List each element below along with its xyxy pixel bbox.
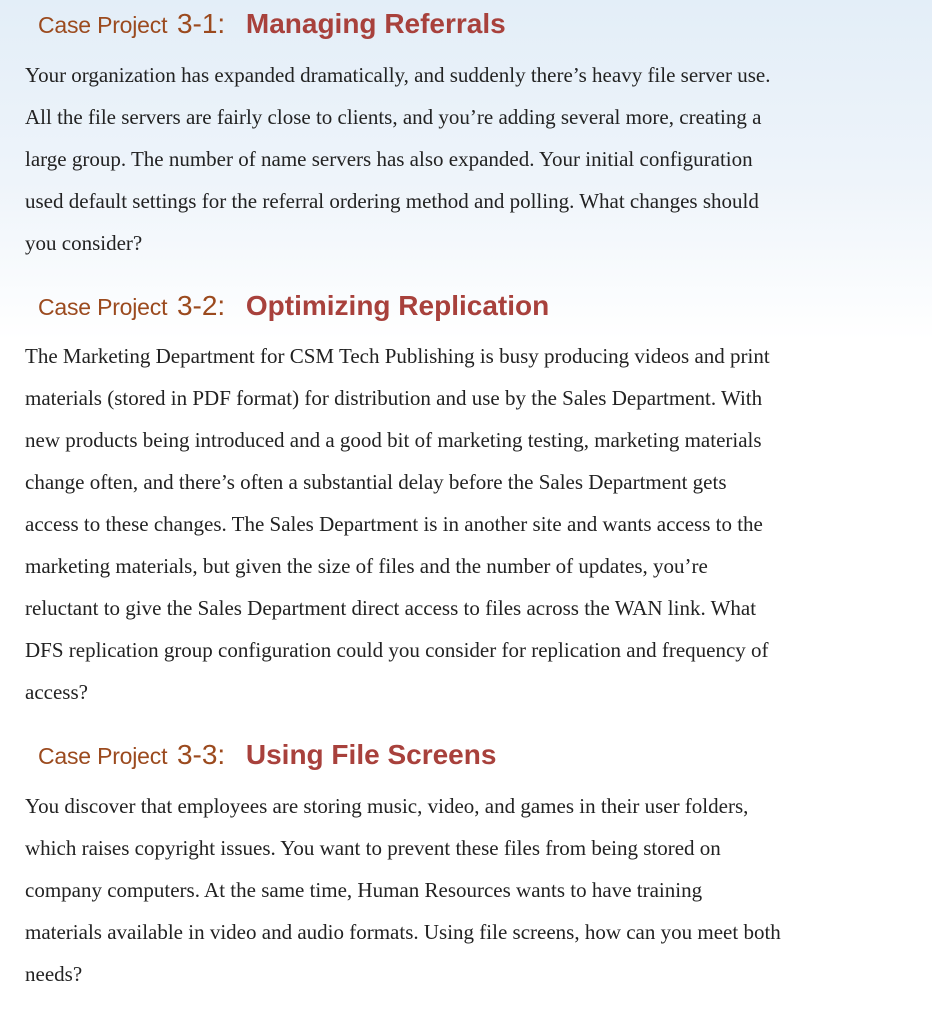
heading-title: Using File Screens [245, 739, 497, 770]
body-line: new products being introduced and a good bit of marketing testing, marketing materials [25, 428, 762, 452]
body-line: reluctant to give the Sales Department direct access to files across the WAN link. What [25, 596, 757, 620]
body-line: change often, and there’s often a substantial delay before the Sales Department gets [25, 470, 727, 494]
case-project-heading [38, 10, 506, 38]
body-line: Your organization has expanded dramatically, and suddenly there’s heavy file server use. [25, 63, 771, 87]
body-line: The Marketing Department for CSM Tech Publishing is busy producing videos and print [25, 344, 770, 368]
body-line: needs? [25, 962, 83, 986]
body-line: used default settings for the referral ordering method and polling. What changes should [25, 189, 759, 213]
body-line: which raises copyright issues. You want to prevent these files from being stored on [25, 836, 721, 860]
body-line: materials (stored in PDF format) for distribution and use by the Sales Department. With [25, 386, 763, 410]
heading-title: Managing Referrals [245, 8, 506, 39]
case-project-heading [38, 741, 496, 769]
body-line: You discover that employees are storing music, video, and games in their user folders, [25, 794, 749, 818]
body-line: you consider? [25, 231, 143, 255]
body-line: company computers. At the same time, Human Resources wants to have training [25, 878, 703, 902]
case-project-heading [38, 292, 549, 320]
heading-number: 3-2: [176, 290, 226, 321]
body-line: DFS replication group configuration could you consider for replication and frequency of [25, 638, 769, 662]
case-project-body [25, 335, 905, 713]
heading-number: 3-3: [176, 739, 226, 770]
heading-number: 3-1: [176, 8, 226, 39]
body-line: marketing materials, but given the size of files and the number of updates, you’re [25, 554, 708, 578]
body-line: All the file servers are fairly close to clients, and you’re adding several more, creating a [25, 105, 762, 129]
case-project-body [25, 54, 905, 264]
heading-prefix: Case Project [38, 743, 168, 769]
heading-prefix: Case Project [38, 12, 168, 38]
heading-title: Optimizing Replication [245, 290, 550, 321]
case-project-body [25, 785, 905, 995]
body-line: materials available in video and audio formats. Using file screens, how can you meet both [25, 920, 781, 944]
body-line: access? [25, 680, 88, 704]
body-line: access to these changes. The Sales Department is in another site and wants access to the [25, 512, 763, 536]
body-line: large group. The number of name servers has also expanded. Your initial configuration [25, 147, 753, 171]
heading-prefix: Case Project [38, 294, 168, 320]
